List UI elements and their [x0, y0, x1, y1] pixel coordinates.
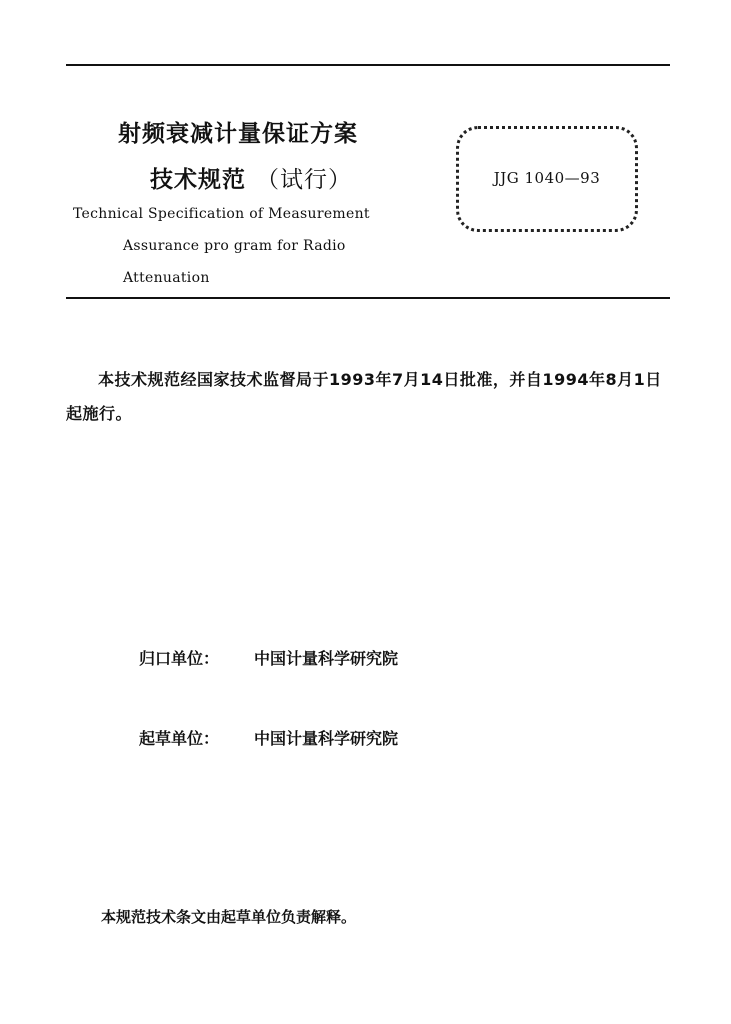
- title-english-line-3: Attenuation: [123, 270, 210, 286]
- title-trial-note: （试行）: [256, 167, 352, 193]
- title-english-line-2: Assurance pro gram for Radio: [123, 238, 346, 254]
- title-english-line-1: Technical Specification of Measurement: [73, 206, 370, 222]
- title-chinese-line-2: [150, 161, 352, 194]
- responsible-unit-label: 归口单位：: [139, 649, 220, 668]
- title-chinese-line-1: 射频衰减计量保证方案: [118, 121, 358, 147]
- approval-statement: 本技术规范经国家技术监督局于1993年7月14日批准，并自1994年8月1日起施行。: [66, 370, 662, 423]
- drafting-unit-row: [139, 726, 398, 749]
- title-chinese-main: 技术规范: [150, 167, 246, 193]
- standard-code-frame: [456, 126, 638, 232]
- interpretation-note: 本规范技术条文由起草单位负责解释。: [101, 908, 357, 926]
- responsible-unit-value: 中国计量科学研究院: [254, 649, 399, 668]
- drafting-unit-value: 中国计量科学研究院: [254, 729, 399, 748]
- bottom-rule: [66, 297, 670, 299]
- responsible-unit-row: [139, 646, 398, 669]
- drafting-unit-label: 起草单位：: [139, 729, 220, 748]
- standard-code: JJG 1040—93: [493, 169, 601, 187]
- top-rule: [66, 64, 670, 66]
